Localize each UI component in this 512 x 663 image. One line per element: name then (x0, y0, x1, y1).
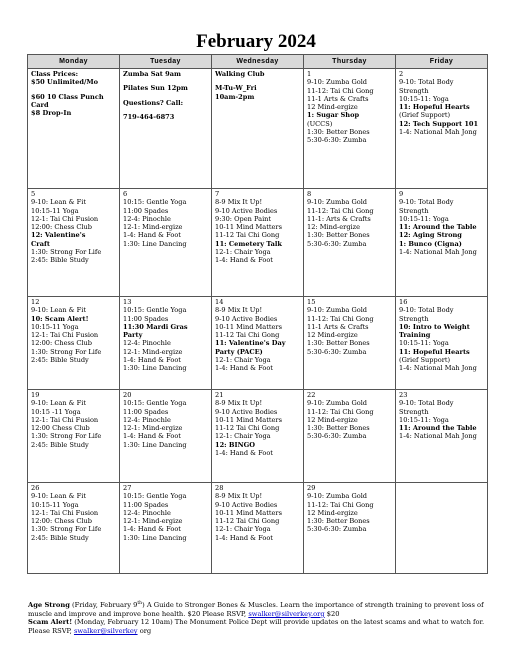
event-line: 12:00: Chess Club (31, 339, 92, 348)
age-strong-text: ) A Guide to Stronger Bones & Muscles. Learn the importance of strength training to prevent loss of muscle and improve and improve bone health. $20 Please RSVP, (28, 601, 484, 618)
info-cell (212, 69, 304, 189)
day-number: 21 (215, 391, 224, 399)
day-cell (304, 189, 396, 297)
event-highlight: 11: Around the Table (399, 223, 477, 232)
event-line: 10:15-11 Yoga (31, 500, 79, 509)
event-line: 10:15-11 Yoga (31, 322, 79, 331)
day-number: 20 (123, 391, 132, 399)
event-line: 1:30: Better Bones (307, 339, 370, 348)
event-line: 12-4: Pinochle (123, 508, 171, 517)
event-highlight: Party (PACE) (215, 347, 263, 356)
event-line: 1-4: National Mah Jong (399, 432, 477, 441)
event-line: 9-10: Lean & Fit (31, 198, 86, 207)
event-line: 2:45: Bible Study (31, 440, 89, 449)
day-number: 16 (399, 298, 408, 306)
day-cell (304, 297, 396, 390)
event-line: 1-4: Hand & Foot (123, 356, 181, 365)
info-line: Pilates Sun 12pm (123, 84, 188, 93)
day-cell (304, 483, 396, 574)
event-line: 12 Mind-ergize (307, 103, 358, 112)
page-title: February 2024 (196, 31, 316, 52)
event-line: 8-9 Mix It Up! (215, 306, 263, 315)
event-highlight: 12: Valentine's (31, 231, 86, 240)
week-row (28, 297, 488, 390)
event-line: 12 Mind-ergize (307, 415, 358, 424)
event-line: Strength (399, 86, 429, 95)
event-line: 10:15: Gentle Yoga (123, 306, 187, 315)
event-line: 12 Mind-ergize (307, 508, 358, 517)
event-line: 5:30-6:30: Zumba (307, 525, 367, 534)
day-cell (120, 483, 212, 574)
event-line: 1-4: National Mah Jong (399, 364, 477, 373)
info-line: 10am-2pm (215, 92, 255, 101)
day-cell (120, 390, 212, 483)
week-row (28, 69, 488, 189)
event-line: 9-10: Lean & Fit (31, 399, 86, 408)
event-line: (UCCS) (307, 119, 333, 128)
event-highlight: 12: Aging Strong (399, 231, 462, 240)
event-line: 1:30: Better Bones (307, 128, 370, 137)
age-strong-email-link[interactable]: swalker@silverkey.org (248, 609, 325, 618)
event-line: 10:15-11: Yoga (399, 339, 449, 348)
event-line: 9-10: Zumba Gold (307, 399, 368, 408)
event-line: 1-4: Hand & Foot (123, 432, 181, 441)
event-line: 12:00: Chess Club (31, 517, 92, 526)
event-highlight: Craft (31, 239, 50, 248)
day-number: 13 (123, 298, 132, 306)
event-line: 1-4: Hand & Foot (215, 533, 273, 542)
event-highlight: 10: Intro to Weight (399, 322, 470, 331)
info-line: Card (31, 100, 49, 109)
info-cell (28, 69, 120, 189)
event-line: 12-1: Tai Chi Fusion (31, 508, 99, 517)
day-cell (212, 297, 304, 390)
day-number: 5 (31, 190, 36, 198)
week-row (28, 390, 488, 483)
day-cell (212, 390, 304, 483)
day-cell (212, 189, 304, 297)
day-number: 15 (307, 298, 316, 306)
event-line: 5:30-6:30: Zumba (307, 432, 367, 441)
event-line: 11:00 Spades (123, 314, 169, 323)
event-line: 10:15-11: Yoga (399, 415, 449, 424)
event-line: 1:30: Strong For Life (31, 525, 102, 534)
day-cell (396, 189, 488, 297)
event-line: 1:30: Strong For Life (31, 432, 102, 441)
event-highlight: 10: Scam Alert! (31, 314, 89, 323)
info-cell (120, 69, 212, 189)
day-number: 22 (307, 391, 316, 399)
event-line: 9-10 Active Bodies (215, 206, 278, 215)
day-cell (28, 483, 120, 574)
event-line: 9-10 Active Bodies (215, 407, 278, 416)
event-line: Strength (399, 407, 429, 416)
event-line: 1:30: Line Dancing (123, 533, 187, 542)
event-line: 1:30: Line Dancing (123, 239, 187, 248)
event-line: 12-1: Tai Chi Fusion (31, 214, 99, 223)
event-line: 10:15: Gentle Yoga (123, 198, 187, 207)
scam-alert-email-link[interactable]: swalker@silverkey (73, 627, 138, 636)
day-number: 23 (399, 391, 408, 399)
age-strong-price: $20 (324, 609, 340, 618)
event-line: 1:30: Better Bones (307, 231, 370, 240)
weekday-header: Wednesday (212, 55, 304, 69)
event-line: 10-11 Mind Matters (215, 508, 282, 517)
event-line: 8-9 Mix It Up! (215, 399, 263, 408)
event-line: 10-11 Mind Matters (215, 223, 282, 232)
event-line: 12: Mind-ergize (307, 223, 361, 232)
event-line: 1:30: Better Bones (307, 424, 370, 433)
week-row (28, 189, 488, 297)
day-number: 29 (307, 484, 316, 492)
footer-notes (28, 600, 493, 636)
event-line: 2:45: Bible Study (31, 356, 89, 365)
calendar-grid (27, 54, 488, 574)
day-number: 8 (307, 190, 312, 198)
day-cell (120, 297, 212, 390)
event-line: 5:30-6:30: Zumba (307, 347, 367, 356)
event-line: 1-4: National Mah Jong (399, 248, 477, 257)
event-line: 12-1: Mind-ergize (123, 517, 183, 526)
event-line: 12-1: Tai Chi Fusion (31, 415, 99, 424)
event-line: 11:00 Spades (123, 206, 169, 215)
weekday-header-row (28, 55, 488, 69)
event-line: 9-10: Lean & Fit (31, 306, 86, 315)
day-number: 9 (399, 190, 404, 198)
event-line: 11:00 Spades (123, 500, 169, 509)
weekday-header: Friday (396, 55, 488, 69)
event-highlight: 11: Hopeful Hearts (399, 347, 470, 356)
event-line: 12:00 Chess Club (31, 424, 90, 433)
event-line: 11-12: Tai Chi Gong (307, 314, 374, 323)
event-line: 12-4: Pinochle (123, 339, 171, 348)
day-number: 28 (215, 484, 224, 492)
event-line: 1:30: Strong For Life (31, 248, 102, 257)
event-line: 1:30: Strong For Life (31, 347, 102, 356)
event-line: 9-10: Total Body (399, 198, 454, 207)
day-cell (304, 390, 396, 483)
event-line: 10:15-11 Yoga (31, 206, 79, 215)
event-line: 11:00 Spades (123, 407, 169, 416)
info-line: $60 10 Class Punch (31, 92, 104, 101)
event-line: 9-10: Total Body (399, 78, 454, 87)
day-number: 6 (123, 190, 128, 198)
event-highlight: Party (123, 331, 143, 340)
age-strong-label: Age Strong (28, 601, 70, 610)
event-line: 1:30: Line Dancing (123, 364, 187, 373)
info-line: Questions? Call: (123, 98, 184, 107)
event-highlight: 11: Around the Table (399, 424, 477, 433)
event-line: 10:15: Gentle Yoga (123, 492, 187, 501)
event-highlight: 11: Cemetery Talk (215, 239, 282, 248)
day-number: 12 (31, 298, 40, 306)
event-highlight: 1: Bunco (Cigna) (399, 239, 462, 248)
event-line: 5:30-6:30: Zumba (307, 239, 367, 248)
event-line: (Grief Support) (399, 356, 451, 365)
event-line: 2:45: Bible Study (31, 533, 89, 542)
event-highlight: 12: BINGO (215, 440, 255, 449)
day-cell (396, 390, 488, 483)
day-cell (304, 69, 396, 189)
event-line: 10:15 -11 Yoga (31, 407, 81, 416)
weekday-header: Tuesday (120, 55, 212, 69)
event-line: 9-10: Zumba Gold (307, 78, 368, 87)
day-cell (212, 483, 304, 574)
event-line: 1-4: Hand & Foot (123, 231, 181, 240)
event-line: 8-9 Mix It Up! (215, 198, 263, 207)
info-line: $8 Drop-In (31, 109, 72, 118)
event-line: 9-10: Zumba Gold (307, 492, 368, 501)
day-cell (28, 189, 120, 297)
age-strong-note (28, 600, 493, 618)
event-line: 12-1: Tai Chi Fusion (31, 331, 99, 340)
scam-alert-text: (Monday, February 12 10am) The Monument Police Dept will provide updates on the latest scams and what to watch for. Please RSVP, (28, 618, 485, 636)
week-row (28, 483, 488, 574)
day-cell (28, 390, 120, 483)
event-line: (Grief Support) (399, 111, 451, 120)
event-line: 1-4: Hand & Foot (215, 256, 273, 265)
event-line: 11-12: Tai Chi Gong (307, 407, 374, 416)
event-line: 11-12 Tai Chi Gong (215, 424, 280, 433)
info-line: Walking Club (215, 70, 265, 78)
scam-alert-note (28, 618, 493, 635)
event-highlight: 1: Sugar Shop (307, 111, 360, 120)
day-number: 14 (215, 298, 224, 306)
event-line: 12-1: Mind-ergize (123, 347, 183, 356)
event-line: 12:00: Chess Club (31, 223, 92, 232)
age-strong-date-suffix: th (137, 601, 143, 606)
event-highlight: 12: Tech Support 101 (399, 119, 479, 128)
day-number: 19 (31, 391, 40, 399)
event-line: 12-1: Chair Yoga (215, 248, 271, 257)
day-cell (396, 297, 488, 390)
event-line: Strength (399, 206, 429, 215)
day-number: 27 (123, 484, 132, 492)
event-line: Strength (399, 314, 429, 323)
event-line: 10:15-11: Yoga (399, 214, 449, 223)
weekday-header: Thursday (304, 55, 396, 69)
event-line: 9-10 Active Bodies (215, 314, 278, 323)
event-line: 12-1: Chair Yoga (215, 356, 271, 365)
event-line: 11-12 Tai Chi Gong (215, 517, 280, 526)
day-cell (396, 69, 488, 189)
scam-alert-tail: org (137, 627, 152, 636)
event-line: 9-10: Lean & Fit (31, 492, 86, 501)
event-line: 1:30: Better Bones (307, 517, 370, 526)
day-number: 26 (31, 484, 40, 492)
event-line: 12-4: Pinochle (123, 415, 171, 424)
event-line: 12-1: Chair Yoga (215, 432, 271, 441)
event-highlight: 11:30 Mardi Gras (123, 322, 188, 331)
info-line: Class Prices: (31, 70, 79, 78)
scam-alert-label: Scam Alert! (28, 618, 73, 627)
day-cell (120, 189, 212, 297)
event-line: 11-12 Tai Chi Gong (215, 331, 280, 340)
event-line: 11-1 Arts & Crafts (307, 322, 369, 331)
event-line: 9-10 Active Bodies (215, 500, 278, 509)
event-line: 11-12: Tai Chi Gong (307, 86, 374, 95)
event-line: 12-4: Pinochle (123, 214, 171, 223)
event-line: 1-4: Hand & Foot (215, 364, 273, 373)
info-line: M-Tu-W_Fri (215, 84, 257, 93)
event-line: 9-10: Zumba Gold (307, 306, 368, 315)
info-line: $50 Unlimited/Mo (31, 78, 99, 87)
event-line: 10-11 Mind Matters (215, 322, 282, 331)
event-line: 5:30-6:30: Zumba (307, 136, 367, 145)
day-number: 1 (307, 70, 312, 78)
event-line: 10:15-11: Yoga (399, 94, 449, 103)
weekday-header: Monday (28, 55, 120, 69)
event-line: 8-9 Mix It Up! (215, 492, 263, 501)
info-line: Zumba Sat 9am (123, 70, 181, 78)
event-highlight: 11: Valentine's Day (215, 339, 286, 348)
event-line: 11-12 Tai Chi Gong (215, 231, 280, 240)
event-line: 1-4: National Mah Jong (399, 128, 477, 137)
event-line: 1-4: Hand & Foot (123, 525, 181, 534)
event-line: 9-10: Total Body (399, 306, 454, 315)
event-line: 11-12: Tai Chi Gong (307, 206, 374, 215)
event-line: 1-4: Hand & Foot (215, 449, 273, 458)
event-line: 10:15: Gentle Yoga (123, 399, 187, 408)
event-line: 11-1: Arts & Crafts (307, 214, 371, 223)
event-line: 12 Mind-ergize (307, 331, 358, 340)
event-highlight: Training (399, 331, 431, 340)
event-line: 12-1: Chair Yoga (215, 525, 271, 534)
event-line: 10-11 Mind Matters (215, 415, 282, 424)
day-number: 7 (215, 190, 220, 198)
day-cell (28, 297, 120, 390)
event-line: 9-10: Total Body (399, 399, 454, 408)
empty-day-cell (396, 483, 488, 574)
event-line: 11-1 Arts & Crafts (307, 94, 369, 103)
event-line: 12-1: Mind-ergize (123, 223, 183, 232)
day-number: 2 (399, 70, 404, 78)
age-strong-date: (Friday, February 9 (69, 601, 138, 610)
event-highlight: 11: Hopeful Hearts (399, 103, 470, 112)
event-line: 11-12: Tai Chi Gong (307, 500, 374, 509)
event-line: 1:30: Line Dancing (123, 440, 187, 449)
event-line: 2:45: Bible Study (31, 256, 89, 265)
event-line: 12-1: Mind-ergize (123, 424, 183, 433)
info-line: 719-464-6873 (123, 112, 175, 121)
event-line: 9:30: Open Paint (215, 214, 272, 223)
event-line: 9-10: Zumba Gold (307, 198, 368, 207)
